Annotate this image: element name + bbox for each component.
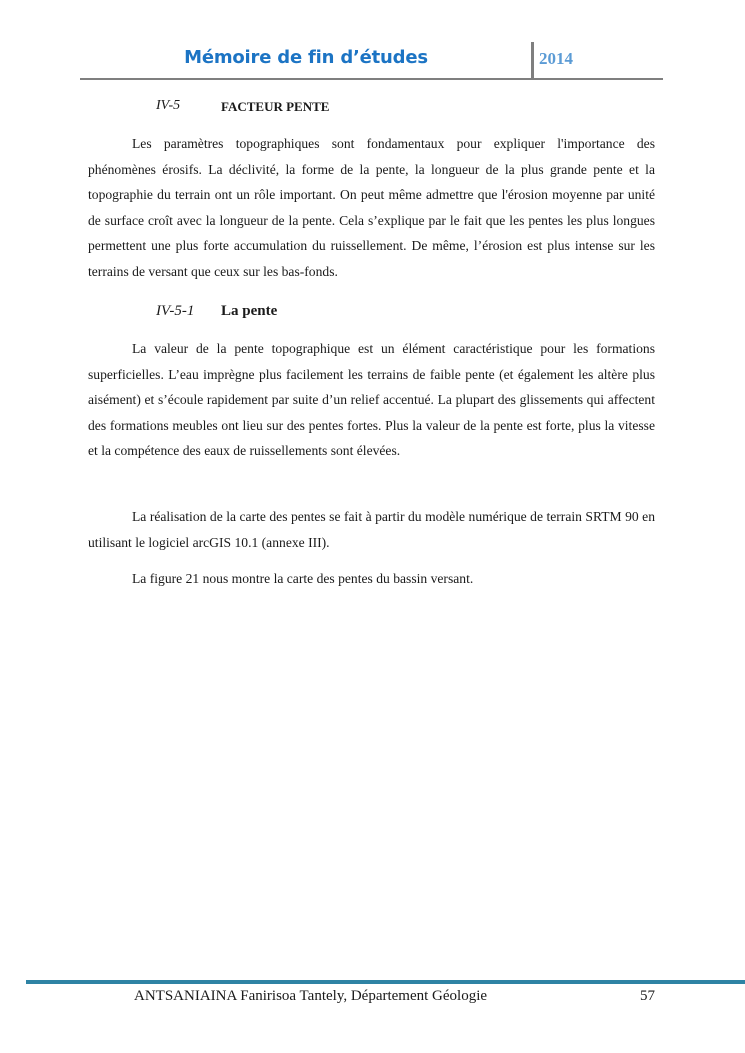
section-title: La pente — [221, 303, 278, 319]
section-number: IV-5 — [156, 98, 181, 113]
section-heading-iv-5 — [156, 98, 330, 114]
section-title: FACTEUR PENTE — [221, 99, 330, 114]
section-heading-iv-5-1 — [156, 303, 278, 320]
section-number: IV-5-1 — [156, 303, 195, 319]
paragraph: La valeur de la pente topographique est un élément caractéristique pour les formations superficielles. L’eau imprègne plus facilement les terrains de faible pente (et également les altère plus aisément) et s’écoule rapidement par suite d’un relief accentué. La plupart des glissements qui affectent des formations meubles ont lieu sur des pentes fortes. Plus la valeur de la pente est forte, plus la vitesse et la compétence des eaux de ruissellements sont élevées. — [88, 341, 655, 459]
paragraph: Les paramètres topographiques sont fondamentaux pour expliquer l'importance des phénomènes érosifs. La déclivité, la forme de la pente, la longueur de la plus grande pente et la topographie du terrain ont un rôle important. On peut même admettre que l'érosion moyenne par unité de surface croît avec la longueur de la pente. Cela s’explique par le fait que les pentes les plus longues permettent une plus forte accumulation du ruissellement. De même, l’érosion est plus intense sur les terrains de versant que ceux sur les bas-fonds. — [88, 136, 655, 279]
page-number: 57 — [640, 988, 655, 1004]
header-year: 2014 — [539, 49, 573, 68]
paragraph: La réalisation de la carte des pentes se fait à partir du modèle numérique de terrain SRTM 90 en utilisant le logiciel arcGIS 10.1 (annexe III). — [88, 509, 655, 550]
header-separator — [531, 42, 534, 78]
page-header — [80, 42, 663, 80]
paragraph: La figure 21 nous montre la carte des pentes du bassin versant. — [132, 571, 474, 586]
header-title: Mémoire de fin d’études — [184, 47, 428, 68]
footer-author: ANTSANIAINA Fanirisoa Tantely, Département Géologie — [134, 988, 488, 1004]
footer-rule — [26, 980, 745, 984]
